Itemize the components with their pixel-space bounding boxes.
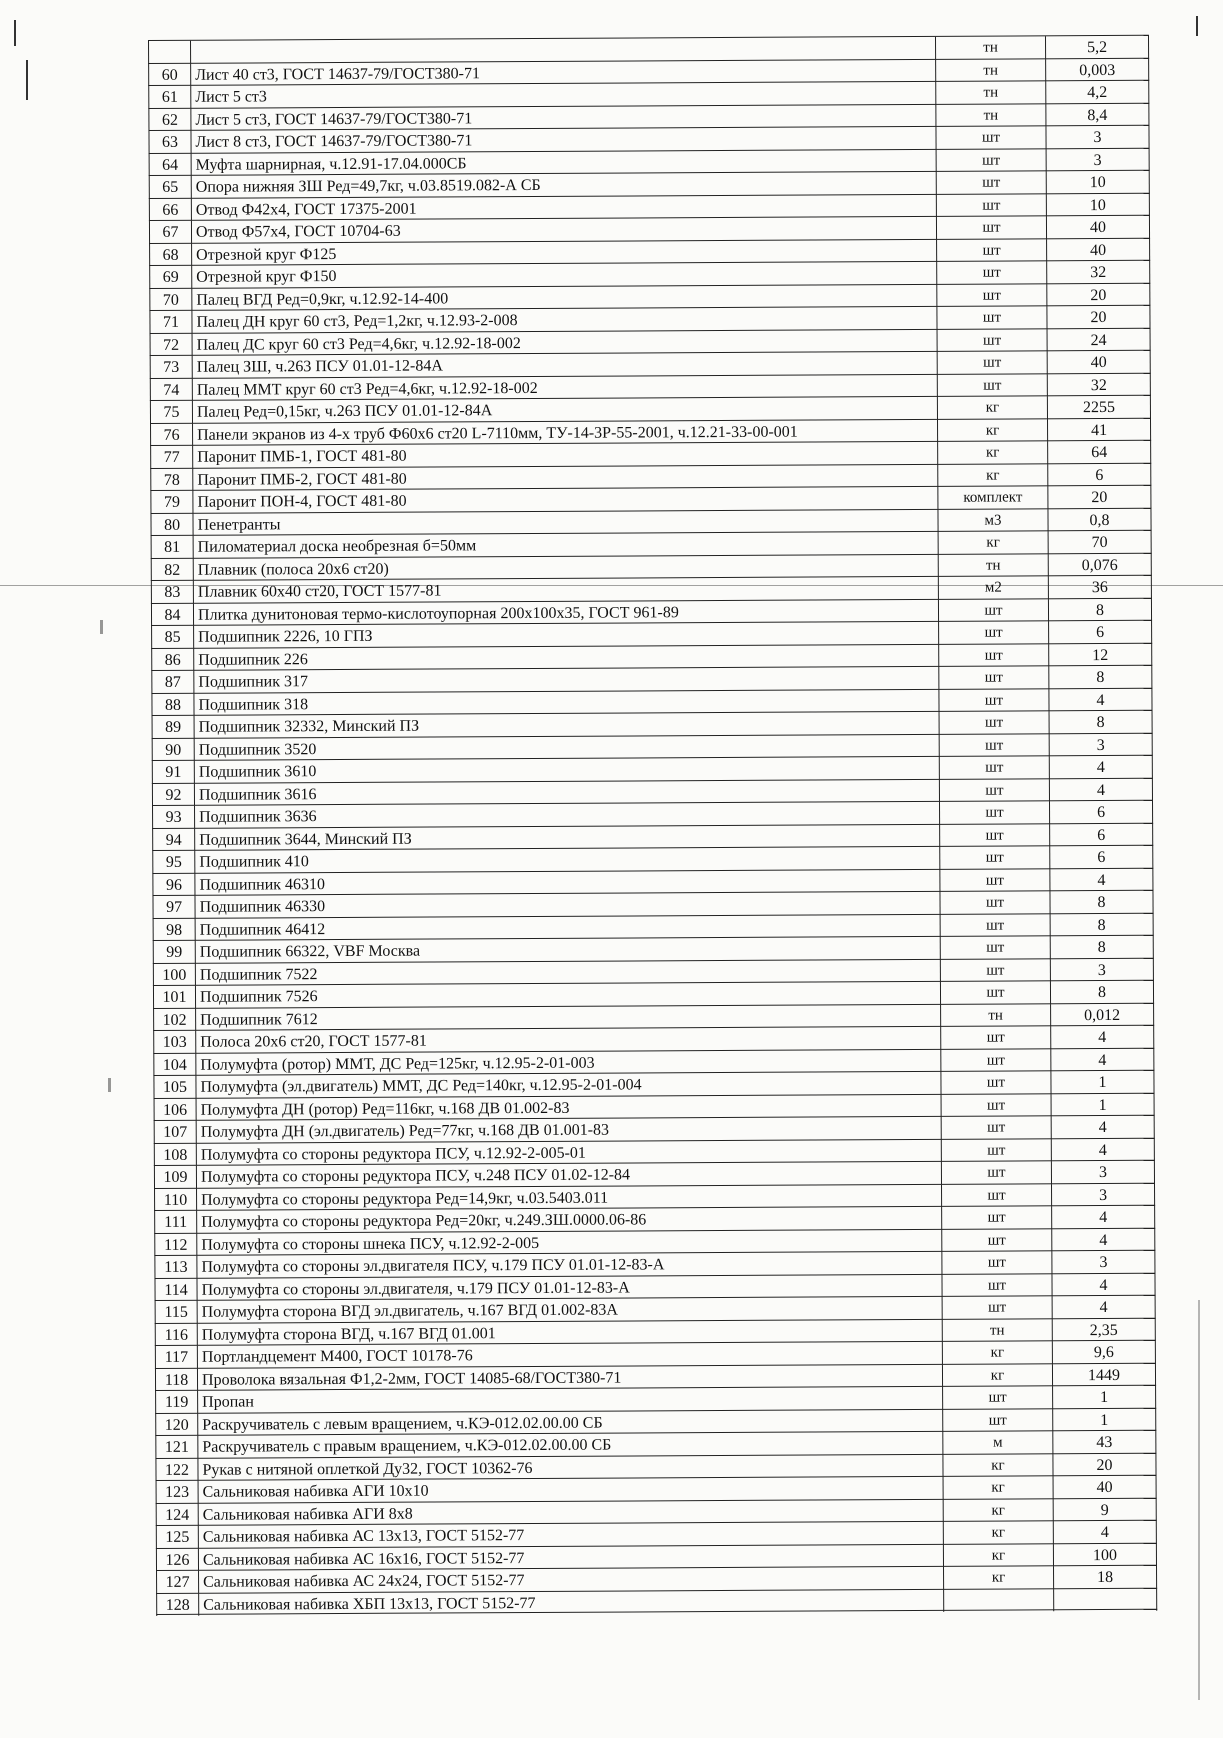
- quantity-cell: 8: [1049, 711, 1153, 734]
- unit-cell: шт: [936, 261, 1046, 284]
- row-number: 71: [149, 311, 191, 334]
- item-name: Палец ММТ круг 60 ст3 Ред=4,6кг, ч.12.92-18-002: [192, 374, 937, 400]
- quantity-cell: 43: [1052, 1431, 1156, 1454]
- unit-cell: шт: [938, 621, 1048, 644]
- unit-cell: тн: [940, 1004, 1050, 1027]
- quantity-cell: 0,012: [1050, 1003, 1154, 1026]
- unit-cell: шт: [941, 1161, 1051, 1184]
- unit-cell: шт: [940, 981, 1050, 1004]
- item-name: Полумуфта (ротор) ММТ, ДС Ред=125кг, ч.12.95-2-01-003: [195, 1049, 940, 1075]
- unit-cell: шт: [936, 149, 1046, 172]
- unit-cell: шт: [940, 914, 1050, 937]
- quantity-cell: 1449: [1052, 1363, 1156, 1386]
- row-number: 114: [154, 1278, 196, 1301]
- quantity-cell: 20: [1047, 486, 1151, 509]
- quantity-cell: 4: [1050, 1048, 1154, 1071]
- quantity-cell: 70: [1048, 531, 1152, 554]
- row-number: 117: [155, 1346, 197, 1369]
- unit-cell: шт: [942, 1386, 1052, 1409]
- item-name: Сальниковая набивка АС 13х13, ГОСТ 5152-77: [198, 1522, 943, 1548]
- quantity-cell: 8: [1050, 913, 1154, 936]
- unit-cell: шт: [938, 666, 1048, 689]
- row-number: 126: [156, 1548, 198, 1571]
- scan-margin-mark: [1196, 16, 1198, 36]
- row-number: 63: [148, 131, 190, 154]
- quantity-cell: 20: [1046, 306, 1150, 329]
- unit-cell: шт: [938, 644, 1048, 667]
- unit-cell: м: [942, 1431, 1052, 1454]
- unit-cell: шт: [938, 599, 1048, 622]
- quantity-cell: 40: [1053, 1476, 1157, 1499]
- quantity-cell: 8: [1050, 936, 1154, 959]
- row-number: 116: [155, 1323, 197, 1346]
- unit-cell: шт: [939, 756, 1049, 779]
- quantity-cell: 6: [1049, 823, 1153, 846]
- quantity-cell: 3: [1045, 126, 1149, 149]
- quantity-cell: 8: [1048, 666, 1152, 689]
- unit-cell: кг: [937, 396, 1047, 419]
- item-name: Сальниковая набивка АС 16х16, ГОСТ 5152-77: [198, 1544, 943, 1570]
- item-name: Паронит ПОН-4, ГОСТ 481-80: [192, 487, 937, 513]
- row-number: 88: [151, 693, 193, 716]
- row-number: 75: [150, 401, 192, 424]
- unit-cell: кг: [937, 419, 1047, 442]
- unit-cell: тн: [935, 36, 1045, 59]
- row-number: 86: [151, 648, 193, 671]
- unit-cell: шт: [936, 239, 1046, 262]
- quantity-cell: 0,8: [1047, 508, 1151, 531]
- unit-cell: м2: [938, 576, 1048, 599]
- unit-cell: кг: [937, 464, 1047, 487]
- unit-cell: шт: [937, 351, 1047, 374]
- unit-cell: кг: [943, 1476, 1053, 1499]
- row-number: 118: [155, 1368, 197, 1391]
- unit-cell: тн: [942, 1319, 1052, 1342]
- item-name: Плитка дунитоновая термо-кислотоупорная 200х100х35, ГОСТ 961-89: [193, 599, 938, 625]
- unit-cell: шт: [939, 869, 1049, 892]
- item-name: Плавник 60х40 ст20, ГОСТ 1577-81: [193, 577, 938, 603]
- quantity-cell: 4: [1051, 1116, 1155, 1139]
- item-name: Подшипник 318: [193, 689, 938, 715]
- item-name: Муфта шарнирная, ч.12.91-17.04.000СБ: [191, 149, 936, 175]
- item-name: Паронит ПМБ-2, ГОСТ 481-80: [192, 464, 937, 490]
- row-number: 105: [153, 1076, 195, 1099]
- unit-cell: тн: [935, 59, 1045, 82]
- unit-cell: шт: [939, 891, 1049, 914]
- item-name: Лист 5 ст3: [190, 82, 935, 108]
- item-name: Подшипник 3616: [194, 779, 939, 805]
- row-number: 102: [153, 1008, 195, 1031]
- row-number: 119: [155, 1391, 197, 1414]
- scan-margin-mark: [108, 1078, 111, 1092]
- item-name: Палец ЗШ, ч.263 ПСУ 01.01-12-84А: [192, 352, 937, 378]
- unit-cell: шт: [935, 126, 1045, 149]
- quantity-cell: 8: [1050, 981, 1154, 1004]
- row-number: 92: [152, 783, 194, 806]
- row-number: 62: [148, 108, 190, 131]
- quantity-cell: 4: [1051, 1273, 1155, 1296]
- quantity-cell: 4: [1051, 1206, 1155, 1229]
- item-name: Подшипник 46310: [194, 869, 939, 895]
- item-name: Полумуфта со стороны эл.двигателя ПСУ, ч.179 ПСУ 01.01-12-83-А: [196, 1252, 941, 1278]
- item-name: Полумуфта со стороны редуктора Ред=20кг, ч.249.ЗШ.0000.06-86: [196, 1207, 941, 1233]
- unit-cell: шт: [942, 1296, 1052, 1319]
- quantity-cell: 4,2: [1045, 81, 1149, 104]
- row-number: 103: [153, 1031, 195, 1054]
- row-number: 122: [155, 1458, 197, 1481]
- item-name: Подшипник 7526: [195, 982, 940, 1008]
- unit-cell: шт: [936, 284, 1046, 307]
- item-name: Полумуфта со стороны шнека ПСУ, ч.12.92-2-005: [196, 1229, 941, 1255]
- row-number: 61: [148, 86, 190, 109]
- row-number: 81: [151, 536, 193, 559]
- quantity-cell: 6: [1049, 846, 1153, 869]
- quantity-cell: 64: [1047, 441, 1151, 464]
- row-number: [148, 41, 190, 64]
- item-name: Палец Ред=0,15кг, ч.263 ПСУ 01.01-12-84А: [192, 397, 937, 423]
- quantity-cell: 36: [1048, 576, 1152, 599]
- item-name: Полумуфта ДН (эл.двигатель) Ред=77кг, ч.168 ДВ 01.001-83: [196, 1117, 941, 1143]
- row-number: 121: [155, 1436, 197, 1459]
- unit-cell: шт: [939, 801, 1049, 824]
- quantity-cell: 6: [1049, 801, 1153, 824]
- item-name: Паронит ПМБ-1, ГОСТ 481-80: [192, 442, 937, 468]
- scan-margin-mark: [100, 620, 103, 634]
- quantity-cell: 1: [1052, 1408, 1156, 1431]
- unit-cell: кг: [938, 531, 1048, 554]
- item-name: Сальниковая набивка АГИ 10х10: [198, 1477, 943, 1503]
- item-name: Подшипник 3644, Минский ПЗ: [194, 824, 939, 850]
- unit-cell: [943, 1589, 1053, 1612]
- item-name: Полумуфта со стороны редуктора Ред=14,9кг, ч.03.5403.011: [196, 1184, 941, 1210]
- item-name: Палец ДН круг 60 ст3, Ред=1,2кг, ч.12.93-2-008: [191, 307, 936, 333]
- row-number: 110: [154, 1188, 196, 1211]
- unit-cell: шт: [940, 1026, 1050, 1049]
- quantity-cell: 3: [1049, 733, 1153, 756]
- quantity-cell: 8: [1048, 598, 1152, 621]
- quantity-cell: 41: [1047, 418, 1151, 441]
- row-number: 60: [148, 63, 190, 86]
- item-name: Рукав с нитяной оплеткой Ду32, ГОСТ 10362-76: [197, 1454, 942, 1480]
- item-name: Полумуфта со стороны эл.двигателя, ч.179 ПСУ 01.01-12-83-А: [196, 1274, 941, 1300]
- row-number: 84: [151, 603, 193, 626]
- item-name: Отрезной круг Ф125: [191, 239, 936, 265]
- quantity-cell: 4: [1049, 868, 1153, 891]
- quantity-cell: 4: [1051, 1228, 1155, 1251]
- quantity-cell: 5,2: [1045, 36, 1149, 59]
- quantity-cell: 18: [1053, 1566, 1157, 1589]
- row-number: 104: [153, 1053, 195, 1076]
- row-number: 98: [153, 918, 195, 941]
- row-number: 80: [150, 513, 192, 536]
- unit-cell: кг: [942, 1341, 1052, 1364]
- unit-cell: комплект: [937, 486, 1047, 509]
- row-number: 73: [150, 356, 192, 379]
- unit-cell: шт: [939, 734, 1049, 757]
- item-name: Полумуфта со стороны редуктора ПСУ, ч.248 ПСУ 01.02-12-84: [196, 1162, 941, 1188]
- quantity-cell: [1053, 1588, 1157, 1611]
- quantity-cell: 3: [1050, 958, 1154, 981]
- quantity-cell: 32: [1047, 373, 1151, 396]
- row-number: 89: [152, 716, 194, 739]
- row-number: 113: [154, 1256, 196, 1279]
- item-name: Сальниковая набивка АГИ 8х8: [198, 1499, 943, 1525]
- row-number: 77: [150, 446, 192, 469]
- quantity-cell: 3: [1051, 1251, 1155, 1274]
- item-name: Полоса 20х6 ст20, ГОСТ 1577-81: [195, 1027, 940, 1053]
- item-name: Подшипник 66322, VBF Москва: [195, 937, 940, 963]
- unit-cell: шт: [941, 1116, 1051, 1139]
- row-number: 79: [150, 491, 192, 514]
- quantity-cell: 9: [1053, 1498, 1157, 1521]
- quantity-cell: 8,4: [1045, 103, 1149, 126]
- unit-cell: шт: [939, 824, 1049, 847]
- unit-cell: шт: [941, 1184, 1051, 1207]
- item-name: Полумуфта (эл.двигатель) ММТ, ДС Ред=140кг, ч.12.95-2-01-004: [195, 1072, 940, 1098]
- row-number: 64: [149, 153, 191, 176]
- quantity-cell: 40: [1047, 351, 1151, 374]
- unit-cell: шт: [941, 1274, 1051, 1297]
- item-name: Подшипник 3636: [194, 802, 939, 828]
- quantity-cell: 4: [1050, 1026, 1154, 1049]
- item-name: Подшипник 46330: [194, 892, 939, 918]
- row-number: 70: [149, 288, 191, 311]
- item-name: Пиломатериал доска необрезная б=50мм: [193, 532, 938, 558]
- quantity-cell: 40: [1046, 238, 1150, 261]
- item-name: Подшипник 3520: [194, 734, 939, 760]
- unit-cell: шт: [936, 194, 1046, 217]
- unit-cell: кг: [942, 1364, 1052, 1387]
- unit-cell: тн: [935, 104, 1045, 127]
- unit-cell: шт: [940, 1071, 1050, 1094]
- materials-table: [148, 35, 1158, 1680]
- unit-cell: шт: [941, 1206, 1051, 1229]
- item-name: Подшипник 3610: [194, 757, 939, 783]
- quantity-cell: 0,003: [1045, 58, 1149, 81]
- row-number: 97: [152, 896, 194, 919]
- item-name: Портландцемент М400, ГОСТ 10178-76: [197, 1342, 942, 1368]
- row-number: 125: [156, 1526, 198, 1549]
- item-name: Подшипник 410: [194, 847, 939, 873]
- unit-cell: шт: [941, 1094, 1051, 1117]
- item-name: Сальниковая набивка АС 24х24, ГОСТ 5152-77: [198, 1567, 943, 1593]
- item-name: Подшипник 7612: [195, 1004, 940, 1030]
- unit-cell: кг: [943, 1566, 1053, 1589]
- row-number: 90: [152, 738, 194, 761]
- table-row: [156, 1587, 1157, 1615]
- item-name: Проволока вязальная Ф1,2-2мм, ГОСТ 14085-68/ГОСТ380-71: [197, 1364, 942, 1390]
- unit-cell: шт: [937, 329, 1047, 352]
- unit-cell: шт: [936, 216, 1046, 239]
- quantity-cell: 4: [1053, 1521, 1157, 1544]
- item-name: Лист 40 ст3, ГОСТ 14637-79/ГОСТ380-71: [190, 59, 935, 85]
- item-name: Подшипник 32332, Минский ПЗ: [194, 712, 939, 738]
- unit-cell: шт: [941, 1251, 1051, 1274]
- quantity-cell: 3: [1051, 1161, 1155, 1184]
- unit-cell: кг: [942, 1454, 1052, 1477]
- quantity-cell: 20: [1046, 283, 1150, 306]
- row-number: 96: [152, 873, 194, 896]
- row-number: 106: [154, 1098, 196, 1121]
- row-number: 87: [151, 671, 193, 694]
- item-name: Полумуфта сторона ВГД эл.двигатель, ч.167 ВГД 01.002-83А: [197, 1297, 942, 1323]
- row-number: 91: [152, 761, 194, 784]
- row-number: 120: [155, 1413, 197, 1436]
- row-number: 78: [150, 468, 192, 491]
- quantity-cell: 20: [1052, 1453, 1156, 1476]
- scan-margin-mark: [14, 20, 16, 46]
- unit-cell: шт: [936, 171, 1046, 194]
- row-number: 66: [149, 198, 191, 221]
- unit-cell: шт: [940, 1049, 1050, 1072]
- unit-cell: кг: [937, 441, 1047, 464]
- quantity-cell: 2255: [1047, 396, 1151, 419]
- row-number: 112: [154, 1233, 196, 1256]
- item-name: Подшипник 2226, 10 ГПЗ: [193, 622, 938, 648]
- row-number: 85: [151, 626, 193, 649]
- row-number: 127: [156, 1571, 198, 1594]
- item-name: Опора нижняя ЗШ Ред=49,7кг, ч.03.8519.082-А СБ: [191, 172, 936, 198]
- row-number: 100: [153, 963, 195, 986]
- quantity-cell: 0,076: [1048, 553, 1152, 576]
- quantity-cell: 3: [1051, 1183, 1155, 1206]
- item-name: Раскручиватель с левым вращением, ч.КЭ-012.02.00.00 СБ: [197, 1409, 942, 1435]
- item-name: Сальниковая набивка ХБП 13х13, ГОСТ 5152-77: [198, 1589, 943, 1615]
- item-name: Отвод Ф57х4, ГОСТ 10704-63: [191, 217, 936, 243]
- item-name: Подшипник 226: [193, 644, 938, 670]
- row-number: 74: [150, 378, 192, 401]
- row-number: 76: [150, 423, 192, 446]
- quantity-cell: 12: [1048, 643, 1152, 666]
- quantity-cell: 4: [1049, 778, 1153, 801]
- item-name: Полумуфта ДН (ротор) Ред=116кг, ч.168 ДВ 01.002-83: [196, 1094, 941, 1120]
- row-number: 108: [154, 1143, 196, 1166]
- quantity-cell: 1: [1050, 1071, 1154, 1094]
- unit-cell: шт: [940, 959, 1050, 982]
- quantity-cell: 6: [1047, 463, 1151, 486]
- scan-margin-mark: [1198, 1300, 1200, 1700]
- row-number: 124: [156, 1503, 198, 1526]
- item-name: Пенетранты: [192, 509, 937, 535]
- row-number: 69: [149, 266, 191, 289]
- quantity-cell: 40: [1046, 216, 1150, 239]
- item-name: Пропан: [197, 1387, 942, 1413]
- row-number: 82: [151, 558, 193, 581]
- quantity-cell: 10: [1046, 193, 1150, 216]
- item-name: Полумуфта со стороны редуктора ПСУ, ч.12.92-2-005-01: [196, 1139, 941, 1165]
- quantity-cell: 1: [1052, 1386, 1156, 1409]
- unit-cell: кг: [943, 1544, 1053, 1567]
- unit-cell: шт: [937, 374, 1047, 397]
- quantity-cell: 3: [1046, 148, 1150, 171]
- unit-cell: шт: [941, 1139, 1051, 1162]
- quantity-cell: 4: [1049, 756, 1153, 779]
- unit-cell: шт: [942, 1409, 1052, 1432]
- quantity-cell: 100: [1053, 1543, 1157, 1566]
- quantity-cell: 8: [1049, 891, 1153, 914]
- row-number: 95: [152, 851, 194, 874]
- item-name: Подшипник 317: [193, 667, 938, 693]
- quantity-cell: 1: [1051, 1093, 1155, 1116]
- row-number: 94: [152, 828, 194, 851]
- row-number: 68: [149, 243, 191, 266]
- row-number: 83: [151, 581, 193, 604]
- unit-cell: тн: [938, 554, 1048, 577]
- row-number: 99: [153, 941, 195, 964]
- unit-cell: шт: [938, 689, 1048, 712]
- quantity-cell: 4: [1052, 1296, 1156, 1319]
- item-name: Раскручиватель с правым вращением, ч.КЭ-012.02.00.00 СБ: [197, 1432, 942, 1458]
- unit-cell: кг: [943, 1521, 1053, 1544]
- quantity-cell: 10: [1046, 171, 1150, 194]
- item-name: Подшипник 46412: [195, 914, 940, 940]
- unit-cell: шт: [939, 711, 1049, 734]
- item-name: Палец ДС круг 60 ст3 Ред=4,6кг, ч.12.92-18-002: [192, 329, 937, 355]
- quantity-cell: 32: [1046, 261, 1150, 284]
- row-number: 65: [149, 176, 191, 199]
- scan-margin-mark: [26, 60, 28, 100]
- item-name: Панели экранов из 4-х труб Ф60х6 ст20 L-7110мм, ТУ-14-3Р-55-2001, ч.12.21-33-00-001: [192, 419, 937, 445]
- row-number: 93: [152, 806, 194, 829]
- row-number: 72: [150, 333, 192, 356]
- quantity-cell: 24: [1047, 328, 1151, 351]
- unit-cell: кг: [943, 1499, 1053, 1522]
- unit-cell: шт: [939, 779, 1049, 802]
- item-name: Палец ВГД Ред=0,9кг, ч.12.92-14-400: [191, 284, 936, 310]
- row-number: 67: [149, 221, 191, 244]
- unit-cell: тн: [935, 81, 1045, 104]
- quantity-cell: 9,6: [1052, 1341, 1156, 1364]
- unit-cell: м3: [937, 509, 1047, 532]
- row-number: 128: [156, 1593, 198, 1616]
- row-number: 101: [153, 986, 195, 1009]
- quantity-cell: 4: [1051, 1138, 1155, 1161]
- item-name: Полумуфта сторона ВГД, ч.167 ВГД 01.001: [197, 1319, 942, 1345]
- row-number: 107: [154, 1121, 196, 1144]
- quantity-cell: 2,35: [1052, 1318, 1156, 1341]
- unit-cell: шт: [940, 936, 1050, 959]
- quantity-cell: 4: [1048, 688, 1152, 711]
- row-number: 109: [154, 1166, 196, 1189]
- unit-cell: шт: [936, 306, 1046, 329]
- row-number: 123: [156, 1481, 198, 1504]
- row-number: 115: [155, 1301, 197, 1324]
- quantity-cell: 6: [1048, 621, 1152, 644]
- row-number: 111: [154, 1211, 196, 1234]
- unit-cell: шт: [939, 846, 1049, 869]
- item-name: Отвод Ф42х4, ГОСТ 17375-2001: [191, 194, 936, 220]
- item-name: Подшипник 7522: [195, 959, 940, 985]
- item-name: Лист 5 ст3, ГОСТ 14637-79/ГОСТ380-71: [190, 104, 935, 130]
- unit-cell: шт: [941, 1229, 1051, 1252]
- item-name: Отрезной круг Ф150: [191, 262, 936, 288]
- item-name: Плавник (полоса 20х6 ст20): [193, 554, 938, 580]
- item-name: Лист 8 ст3, ГОСТ 14637-79/ГОСТ380-71: [190, 127, 935, 153]
